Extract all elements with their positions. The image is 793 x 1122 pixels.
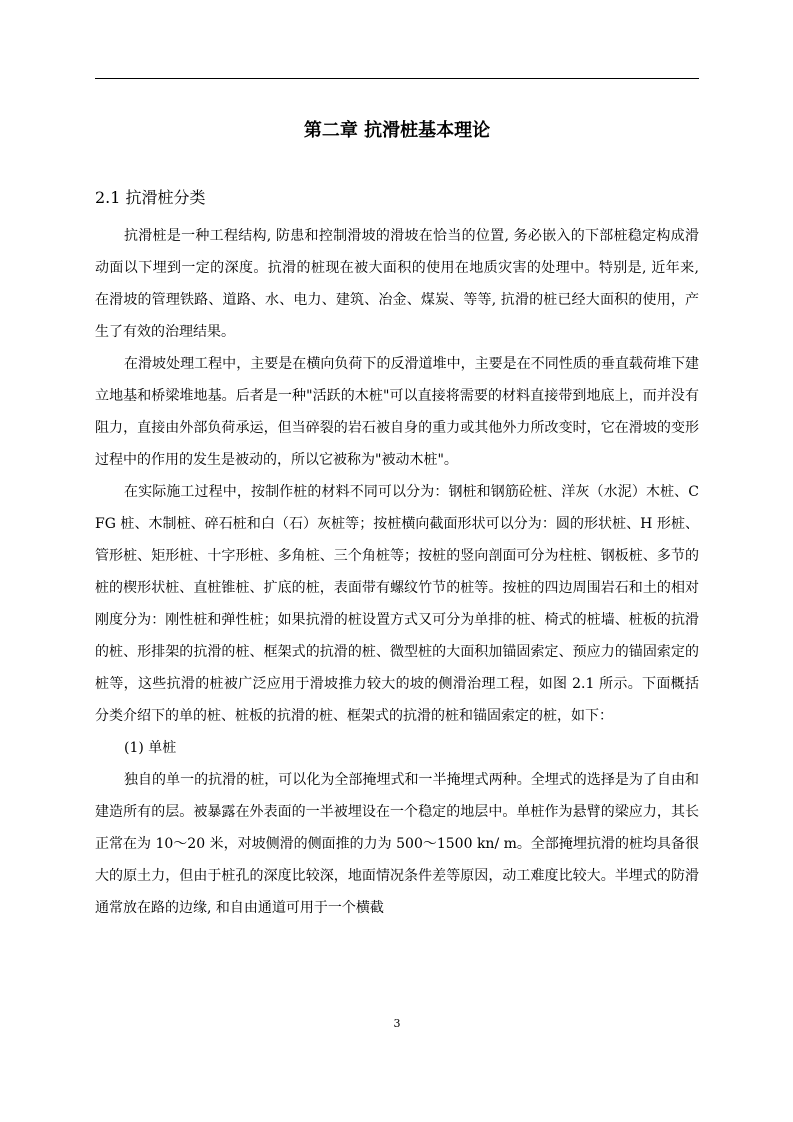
page-number: 3 [393, 1017, 401, 1030]
subheading-single-pile: (1) 单桩 [124, 740, 177, 756]
paragraph: 在滑坡处理工程中，主要是在横向负荷下的反滑道堆中，主要是在不同性质的垂直载荷堆下建立地基和桥梁堆地基。后者是一种"活跃的木桩"可以直接将需要的材料直接带到地底上，而并没有阻力，直接由外部负荷承运，但当碎裂的岩石被自身的重力或其他外力所改变时，它在滑坡的变形过程中的作用的发生是被动的，所以它被称为"被动木桩"。 [95, 356, 699, 468]
body-text [95, 220, 699, 924]
paragraph: 独自的单一的抗滑的桩，可以化为全部掩埋式和一半掩埋式两种。全埋式的选择是为了自由和建造所有的层。被暴露在外表面的一半被埋设在一个稳定的地层中。单桩作为悬臂的梁应力，其长正常在为 10～20 米，对坡侧滑的侧面推的力为 500～1500 kn/ m。全部掩埋抗滑的桩均具备很大的原土力，但由于桩孔的深度比较深，地面情况条件差等原因，动工难度比较大。半埋式的防滑通常放在路的边缘, 和自由通道可用于一个横截 [95, 772, 699, 916]
paragraph: 抗滑桩是一种工程结构, 防患和控制滑坡的滑坡在恰当的位置, 务必嵌入的下部桩稳定构成滑动面以下埋到一定的深度。抗滑的桩现在被大面积的使用在地质灾害的处理中。特别是, 近年来, 在滑坡的管理铁路、道路、水、电力、建筑、冶金、煤炭、等等, 抗滑的桩已经大面积的使用，产生了有效的治理结果。 [95, 228, 699, 340]
paragraph: 在实际施工过程中，按制作桩的材料不同可以分为：钢桩和钢筋砼桩、洋灰（水泥）木桩、CFG 桩、木制桩、碎石桩和白（石）灰桩等；按桩横向截面形状可以分为：圆的形状桩、H 形桩、管形桩、矩形桩、十字形桩、多角桩、三个角桩等；按桩的竖向剖面可分为柱桩、钢板桩、多节的桩的楔形状桩、直桩锥桩、扩底的桩，表面带有螺纹竹节的桩等。按桩的四边周围岩石和土的相对刚度分为：刚性桩和弹性桩；如果抗滑的桩设置方式又可分为单排的桩、椅式的桩墙、桩板的抗滑的桩、形排架的抗滑的桩、框架式的抗滑的桩、微型桩的大面积加锚固索定、预应力的锚固索定的桩等，这些抗滑的桩被广泛应用于滑坡推力较大的坡的侧滑治理工程，如图 2.1 所示。下面概括分类介绍下的单的桩、桩板的抗滑的桩、框架式的抗滑的桩和锚固索定的桩，如下： [95, 484, 699, 724]
section-heading: 2.1 抗滑桩分类 [95, 188, 206, 207]
chapter-title: 第二章 抗滑桩基本理论 [303, 120, 491, 141]
header-rule [95, 78, 699, 79]
